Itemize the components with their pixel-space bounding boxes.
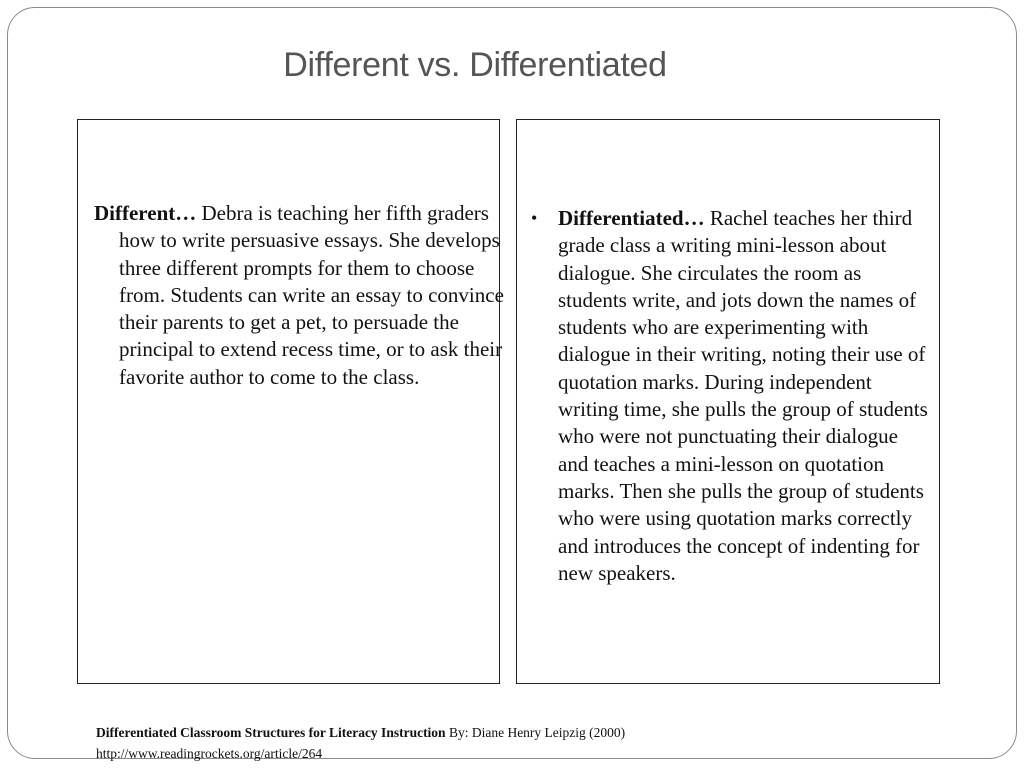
citation-work-title: Differentiated Classroom Structures for Literacy Instruction (96, 725, 446, 740)
differentiated-lead: Differentiated… (558, 206, 705, 230)
different-lead: Different… (94, 201, 197, 225)
different-example-box (77, 119, 504, 684)
citation-line (96, 722, 625, 743)
slide-title: Different vs. Differentiated (283, 46, 667, 84)
different-body: Debra is teaching her fifth graders how to write persuasive essays. She develops three different prompts for them to choose from. Students can write an essay to convince their parents to get a pet, to persuade the principal to extend recess time, or to ask their favorite author to come to the class. (119, 201, 504, 389)
citation-author: By: Diane Henry Leipzig (2000) (445, 725, 626, 740)
citation-url: http://www.readingrockets.org/article/264 (96, 746, 323, 761)
citation (96, 722, 625, 764)
differentiated-example-box (516, 119, 940, 684)
different-paragraph (94, 200, 511, 391)
bullet-icon: • (531, 208, 538, 228)
differentiated-body: Rachel teaches her third grade class a writing mini-lesson about dialogue. She circulates the room as students write, and jots down the names of students who are experimenting with dialogue in their writing, noting their use of quotation marks. During independent writing time, she pulls the group of students who were not punctuating their dialogue and teaches a mini-lesson on quotation marks. Then she pulls the group of students who were using quotation marks correctly and introduces the concept of indenting for new speakers. (558, 206, 928, 585)
differentiated-paragraph (531, 205, 933, 587)
